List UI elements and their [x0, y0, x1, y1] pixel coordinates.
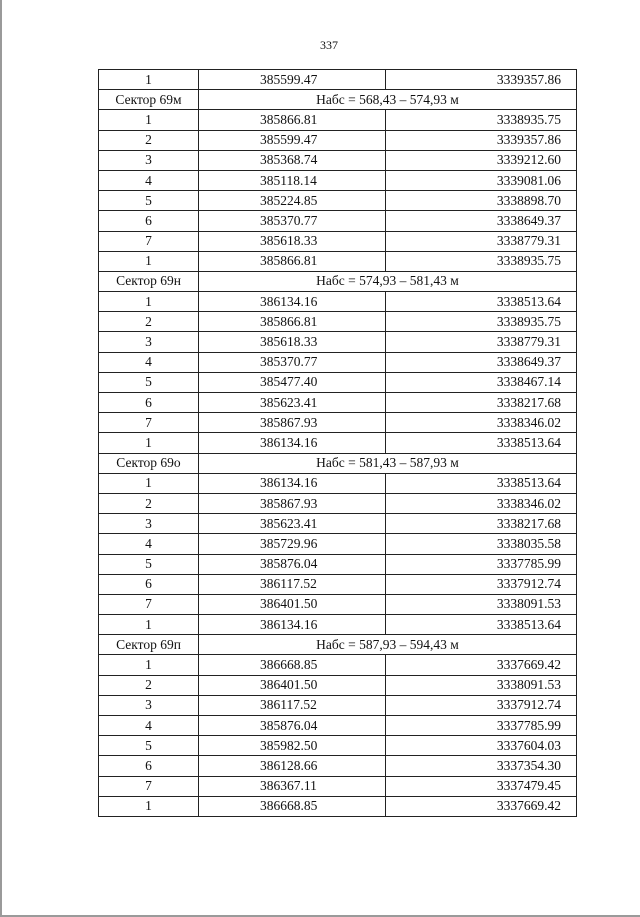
point-number: 7: [99, 231, 199, 251]
point-number: 2: [99, 130, 199, 150]
x-coordinate: 386401.50: [199, 675, 386, 695]
sector-height-range: Набс = 568,43 – 574,93 м: [199, 90, 577, 110]
table-row: [99, 493, 577, 513]
y-coordinate: 3337669.42: [386, 655, 577, 675]
table-row: [99, 130, 577, 150]
coordinates-table-body: [99, 70, 577, 817]
point-number: 7: [99, 594, 199, 614]
table-row: [99, 776, 577, 796]
sector-name: Сектор 69о: [99, 453, 199, 473]
x-coordinate: 386117.52: [199, 574, 386, 594]
x-coordinate: 385599.47: [199, 70, 386, 90]
x-coordinate: 386117.52: [199, 695, 386, 715]
table-row: [99, 292, 577, 312]
point-number: 1: [99, 292, 199, 312]
table-row: [99, 332, 577, 352]
point-number: 6: [99, 756, 199, 776]
point-number: 1: [99, 655, 199, 675]
point-number: 3: [99, 514, 199, 534]
table-row: [99, 473, 577, 493]
table-row: [99, 231, 577, 251]
y-coordinate: 3338513.64: [386, 433, 577, 453]
table-row: [99, 554, 577, 574]
x-coordinate: 385876.04: [199, 554, 386, 574]
point-number: 1: [99, 796, 199, 816]
x-coordinate: 386367.11: [199, 776, 386, 796]
y-coordinate: 3338035.58: [386, 534, 577, 554]
y-coordinate: 3339357.86: [386, 130, 577, 150]
y-coordinate: 3338091.53: [386, 594, 577, 614]
point-number: 3: [99, 695, 199, 715]
sector-name: Сектор 69м: [99, 90, 199, 110]
y-coordinate: 3338513.64: [386, 292, 577, 312]
y-coordinate: 3338935.75: [386, 312, 577, 332]
x-coordinate: 385477.40: [199, 372, 386, 392]
point-number: 3: [99, 150, 199, 170]
x-coordinate: 385370.77: [199, 211, 386, 231]
x-coordinate: 386401.50: [199, 594, 386, 614]
sector-header-row: [99, 453, 577, 473]
y-coordinate: 3338779.31: [386, 332, 577, 352]
y-coordinate: 3337785.99: [386, 554, 577, 574]
x-coordinate: 385370.77: [199, 352, 386, 372]
x-coordinate: 385867.93: [199, 413, 386, 433]
sector-header-row: [99, 635, 577, 655]
y-coordinate: 3337912.74: [386, 695, 577, 715]
table-row: [99, 796, 577, 816]
point-number: 5: [99, 554, 199, 574]
x-coordinate: 385623.41: [199, 393, 386, 413]
point-number: 5: [99, 736, 199, 756]
sector-header-row: [99, 271, 577, 291]
x-coordinate: 385599.47: [199, 130, 386, 150]
y-coordinate: 3338467.14: [386, 372, 577, 392]
y-coordinate: 3337669.42: [386, 796, 577, 816]
y-coordinate: 3339081.06: [386, 170, 577, 190]
x-coordinate: 385618.33: [199, 332, 386, 352]
y-coordinate: 3338217.68: [386, 393, 577, 413]
table-row: [99, 150, 577, 170]
point-number: 4: [99, 352, 199, 372]
table-row: [99, 312, 577, 332]
x-coordinate: 386668.85: [199, 655, 386, 675]
y-coordinate: 3338346.02: [386, 413, 577, 433]
x-coordinate: 386134.16: [199, 433, 386, 453]
point-number: 7: [99, 776, 199, 796]
table-row: [99, 594, 577, 614]
point-number: 1: [99, 473, 199, 493]
table-row: [99, 574, 577, 594]
point-number: 1: [99, 251, 199, 271]
y-coordinate: 3338513.64: [386, 615, 577, 635]
point-number: 1: [99, 110, 199, 130]
y-coordinate: 3337354.30: [386, 756, 577, 776]
point-number: 5: [99, 372, 199, 392]
y-coordinate: 3338649.37: [386, 211, 577, 231]
y-coordinate: 3337785.99: [386, 716, 577, 736]
table-row: [99, 170, 577, 190]
point-number: 2: [99, 312, 199, 332]
table-row: [99, 393, 577, 413]
point-number: 3: [99, 332, 199, 352]
table-row: [99, 514, 577, 534]
x-coordinate: 385866.81: [199, 251, 386, 271]
point-number: 2: [99, 493, 199, 513]
y-coordinate: 3338091.53: [386, 675, 577, 695]
point-number: 1: [99, 615, 199, 635]
sector-header-row: [99, 90, 577, 110]
point-number: 5: [99, 191, 199, 211]
x-coordinate: 385866.81: [199, 312, 386, 332]
y-coordinate: 3337912.74: [386, 574, 577, 594]
x-coordinate: 386128.66: [199, 756, 386, 776]
y-coordinate: 3338898.70: [386, 191, 577, 211]
table-row: [99, 211, 577, 231]
point-number: 1: [99, 70, 199, 90]
table-row: [99, 695, 577, 715]
x-coordinate: 385118.14: [199, 170, 386, 190]
point-number: 4: [99, 716, 199, 736]
y-coordinate: 3338779.31: [386, 231, 577, 251]
point-number: 6: [99, 574, 199, 594]
table-row: [99, 110, 577, 130]
x-coordinate: 385982.50: [199, 736, 386, 756]
x-coordinate: 386134.16: [199, 615, 386, 635]
table-row: [99, 352, 577, 372]
x-coordinate: 385866.81: [199, 110, 386, 130]
x-coordinate: 385729.96: [199, 534, 386, 554]
y-coordinate: 3339357.86: [386, 70, 577, 90]
y-coordinate: 3338513.64: [386, 473, 577, 493]
x-coordinate: 385623.41: [199, 514, 386, 534]
sector-height-range: Набс = 574,93 – 581,43 м: [199, 271, 577, 291]
x-coordinate: 385618.33: [199, 231, 386, 251]
table-row: [99, 413, 577, 433]
table-row: [99, 251, 577, 271]
table-row: [99, 736, 577, 756]
table-row: [99, 191, 577, 211]
x-coordinate: 386134.16: [199, 292, 386, 312]
y-coordinate: 3338217.68: [386, 514, 577, 534]
table-row: [99, 675, 577, 695]
coordinates-table: [98, 69, 577, 817]
y-coordinate: 3338346.02: [386, 493, 577, 513]
sector-height-range: Набс = 587,93 – 594,43 м: [199, 635, 577, 655]
sector-height-range: Набс = 581,43 – 587,93 м: [199, 453, 577, 473]
point-number: 4: [99, 534, 199, 554]
table-row: [99, 372, 577, 392]
table-row: [99, 70, 577, 90]
point-number: 6: [99, 393, 199, 413]
point-number: 6: [99, 211, 199, 231]
table-row: [99, 716, 577, 736]
y-coordinate: 3338935.75: [386, 251, 577, 271]
y-coordinate: 3339212.60: [386, 150, 577, 170]
y-coordinate: 3337604.03: [386, 736, 577, 756]
x-coordinate: 385368.74: [199, 150, 386, 170]
table-row: [99, 534, 577, 554]
y-coordinate: 3338649.37: [386, 352, 577, 372]
x-coordinate: 385876.04: [199, 716, 386, 736]
page-number: 337: [320, 38, 338, 52]
y-coordinate: 3337479.45: [386, 776, 577, 796]
table-row: [99, 655, 577, 675]
y-coordinate: 3338935.75: [386, 110, 577, 130]
table-row: [99, 756, 577, 776]
x-coordinate: 385224.85: [199, 191, 386, 211]
x-coordinate: 385867.93: [199, 493, 386, 513]
x-coordinate: 386134.16: [199, 473, 386, 493]
table-row: [99, 433, 577, 453]
table-row: [99, 615, 577, 635]
sector-name: Сектор 69н: [99, 271, 199, 291]
point-number: 4: [99, 170, 199, 190]
point-number: 1: [99, 433, 199, 453]
point-number: 7: [99, 413, 199, 433]
point-number: 2: [99, 675, 199, 695]
x-coordinate: 386668.85: [199, 796, 386, 816]
sector-name: Сектор 69п: [99, 635, 199, 655]
